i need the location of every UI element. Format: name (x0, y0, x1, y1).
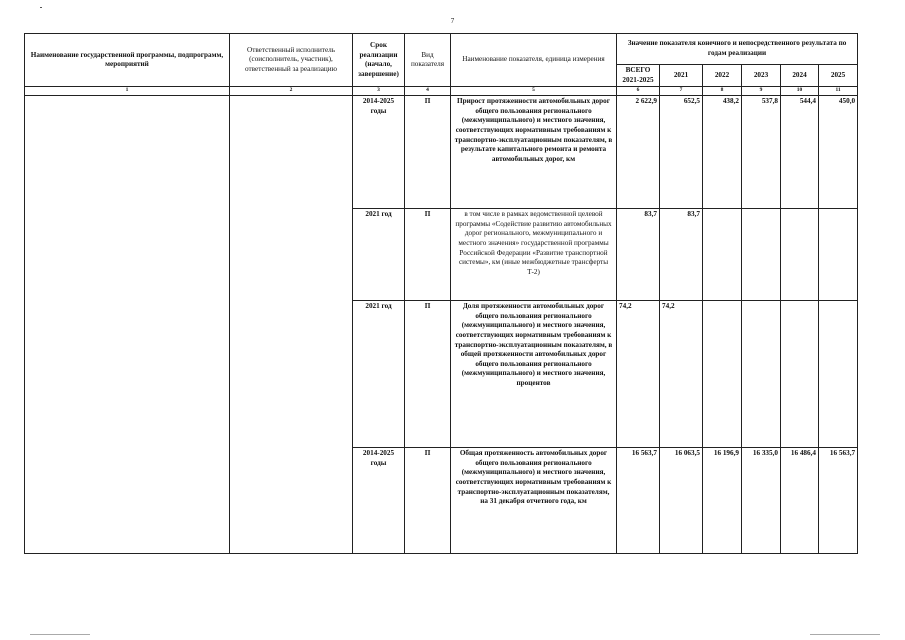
executor-cell (230, 96, 353, 554)
value-cell (703, 301, 742, 448)
total-cell: 83,7 (617, 209, 660, 301)
header-program: Наименование государственной программы, подпрограмм, мероприятий (25, 34, 230, 87)
value-cell: 16 486,4 (781, 448, 819, 554)
column-number: 7 (660, 87, 703, 96)
scan-mark-bottom-right (810, 634, 880, 635)
value-cell (819, 209, 858, 301)
header-total: ВСЕГО 2021-2025 (617, 65, 660, 87)
header-year: 2021 (660, 65, 703, 87)
header-indicator: Наименование показателя, единица измерения (451, 34, 617, 87)
table-row (25, 96, 858, 209)
column-number: 4 (405, 87, 451, 96)
indicator-cell: Доля протяженности автомобильных дорог общего пользования регионального (межмуниципального) и местного значения, соответствующих нормативным требованиям к транспортно-эксплуатационным показателям, в общей протяженности автомобильных дорог общего пользования регионального (межмуниципального) и местного значения, процентов (451, 301, 617, 448)
column-number-row (25, 87, 858, 96)
program-cell (25, 96, 230, 554)
column-number: 8 (703, 87, 742, 96)
term-cell: 2014-2025 годы (353, 96, 405, 209)
indicator-table (24, 33, 858, 554)
kind-cell: П (405, 301, 451, 448)
value-cell: 652,5 (660, 96, 703, 209)
term-cell: 2014-2025 годы (353, 448, 405, 554)
scan-mark-top (40, 7, 42, 8)
indicator-cell: Общая протяженность автомобильных дорог общего пользования регионального (межмуниципального) и местного значения, соответствующих нормативным требованиям к транспортно-эксплуатационным показателям, на 31 декабря отчетного года, км (451, 448, 617, 554)
value-cell: 450,0 (819, 96, 858, 209)
header-year: 2022 (703, 65, 742, 87)
total-cell: 2 622,9 (617, 96, 660, 209)
column-number: 1 (25, 87, 230, 96)
header-year: 2024 (781, 65, 819, 87)
total-cell: 16 563,7 (617, 448, 660, 554)
column-number: 11 (819, 87, 858, 96)
term-cell: 2021 год (353, 301, 405, 448)
column-number: 3 (353, 87, 405, 96)
value-cell: 16 063,5 (660, 448, 703, 554)
page-number: 7 (450, 17, 455, 25)
column-number: 6 (617, 87, 660, 96)
header-term: Срок реализации (начало, завершение) (353, 34, 405, 87)
value-cell (781, 209, 819, 301)
value-cell: 438,2 (703, 96, 742, 209)
value-cell (742, 301, 781, 448)
value-cell: 537,8 (742, 96, 781, 209)
scan-mark-bottom-left (30, 634, 90, 635)
value-cell (742, 209, 781, 301)
kind-cell: П (405, 209, 451, 301)
indicator-cell: в том числе в рамках ведомственной целевой программы «Содействие развитию автомобильных дорог регионального, межмуниципального и местного значения» государственной программы Российской Федерации «Развитие транспортной системы», км (иные межбюджетные трансферты Т-2) (451, 209, 617, 301)
column-number: 5 (451, 87, 617, 96)
header-year: 2023 (742, 65, 781, 87)
value-cell: 74,2 (660, 301, 703, 448)
value-cell: 16 563,7 (819, 448, 858, 554)
value-cell: 16 196,9 (703, 448, 742, 554)
indicator-cell: Прирост протяженности автомобильных дорог общего пользования регионального (межмуниципального) и местного значения, соответствующих нормативным требованиям к транспортно-эксплуатационным показателям, в результате капитального ремонта и ремонта автомобильных дорог, км (451, 96, 617, 209)
value-cell: 544,4 (781, 96, 819, 209)
header-executor: Ответственный исполнитель (соисполнитель, участник), ответственный за реализацию (230, 34, 353, 87)
value-cell (819, 301, 858, 448)
column-number: 10 (781, 87, 819, 96)
value-cell: 16 335,0 (742, 448, 781, 554)
term-cell: 2021 год (353, 209, 405, 301)
column-number: 2 (230, 87, 353, 96)
value-cell (781, 301, 819, 448)
value-cell: 83,7 (660, 209, 703, 301)
header-values-group: Значение показателя конечного и непосредственного результата по годам реализации (617, 34, 858, 65)
kind-cell: П (405, 96, 451, 209)
column-number: 9 (742, 87, 781, 96)
value-cell (703, 209, 742, 301)
total-cell: 74,2 (617, 301, 660, 448)
header-kind: Вид показателя (405, 34, 451, 87)
kind-cell: П (405, 448, 451, 554)
header-year: 2025 (819, 65, 858, 87)
